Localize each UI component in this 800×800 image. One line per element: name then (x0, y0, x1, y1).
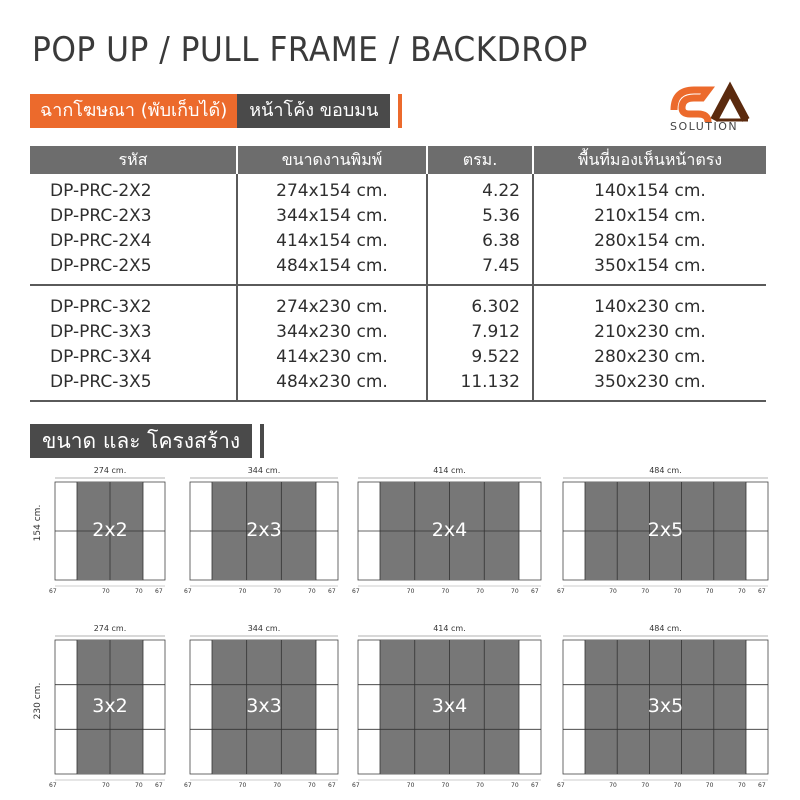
width-label: 274 cm. (93, 466, 127, 475)
diagram-label: 3x4 (431, 695, 468, 717)
cell-size: 414x230 cm. (237, 344, 427, 369)
segment-label-panel: 70 (102, 588, 110, 595)
segment-label-side: 67 (758, 782, 766, 789)
segment-label-panel: 70 (135, 782, 143, 789)
diagram-2x4 (338, 466, 561, 604)
section-title-label: ขนาด และ โครงสร้าง (30, 424, 252, 458)
segment-label-side: 67 (531, 782, 539, 789)
segment-label-panel: 70 (641, 588, 650, 595)
segment-label-panel: 70 (308, 782, 316, 789)
segment-label-panel: 70 (705, 588, 714, 595)
segment-label-panel: 70 (406, 588, 415, 595)
cell-code: DP-PRC-3X4 (30, 344, 237, 369)
segment-label-panel: 70 (273, 782, 281, 789)
table-row (30, 319, 766, 344)
cell-size: 414x154 cm. (237, 228, 427, 253)
cell-front: 280x230 cm. (594, 346, 706, 367)
segment-label-side: 67 (352, 588, 360, 595)
cell-size: 344x230 cm. (237, 319, 427, 344)
width-label: 414 cm. (433, 466, 466, 475)
table-row (30, 344, 766, 369)
cell-front: 350x230 cm. (533, 369, 766, 401)
diagram-label: 3x2 (92, 695, 128, 717)
header-front-area: พื้นที่มองเห็นหน้าตรง (533, 146, 766, 174)
segment-label-side: 67 (49, 782, 57, 789)
segment-label-side: 67 (184, 782, 192, 789)
segment-label-panel: 70 (738, 782, 746, 789)
logo-text: SOLUTION (670, 120, 739, 133)
segment-label-side: 67 (328, 782, 336, 789)
cell-sqm: 6.38 (427, 228, 533, 253)
segment-label-side: 67 (155, 588, 163, 595)
table-row (30, 369, 766, 401)
cell-front: 350x154 cm. (533, 253, 766, 285)
header-sqm: ตรม. (427, 146, 533, 174)
diagram-2x5 (543, 466, 788, 604)
segment-label-panel: 70 (738, 588, 746, 595)
cell-code: DP-PRC-2X2 (30, 174, 237, 203)
segment-label-side: 67 (758, 588, 766, 595)
diagram-label: 2x3 (246, 519, 282, 541)
segment-label-panel: 70 (641, 782, 650, 789)
width-label: 344 cm. (247, 624, 281, 633)
segment-label-panel: 70 (441, 782, 450, 789)
cell-code: DP-PRC-3X5 (30, 369, 237, 401)
cell-sqm: 11.132 (427, 369, 533, 401)
segment-label-panel: 70 (705, 782, 714, 789)
diagram-label: 3x3 (246, 695, 282, 717)
spec-table (30, 146, 766, 402)
segment-label-side: 67 (531, 588, 539, 595)
diagram-label: 3x5 (647, 695, 684, 717)
segment-label-panel: 70 (135, 588, 143, 595)
width-label: 414 cm. (433, 624, 466, 633)
section-title-accent (260, 424, 264, 458)
width-label: 484 cm. (649, 466, 682, 475)
subheader-dark-label: หน้าโค้ง ขอบมน (237, 94, 390, 128)
segment-label-side: 67 (557, 782, 565, 789)
subheader-bar (30, 94, 402, 128)
diagram-label: 2x5 (647, 519, 684, 541)
cell-front: 140x154 cm. (594, 180, 706, 201)
cell-size: 274x154 cm. (237, 174, 427, 203)
subheader-orange-label: ฉากโฆษณา (พับเก็บได้) (30, 94, 237, 128)
cell-size: 484x230 cm. (237, 369, 427, 401)
cell-sqm: 7.912 (427, 319, 533, 344)
table-row (30, 285, 766, 319)
segment-label-panel: 70 (511, 782, 519, 789)
segment-label-panel: 70 (673, 782, 682, 789)
diagram-label: 2x4 (431, 519, 468, 541)
cell-sqm: 6.302 (427, 285, 533, 319)
table-row (30, 228, 766, 253)
segment-label-panel: 70 (406, 782, 415, 789)
diagram-2x3 (170, 466, 358, 604)
segment-label-panel: 70 (102, 782, 110, 789)
diagram-3x4 (338, 624, 561, 798)
table-row (30, 203, 766, 228)
header-print-size: ขนาดงานพิมพ์ (237, 146, 427, 174)
height-label-154: 154 cm. (33, 504, 43, 542)
height-label-230: 230 cm. (33, 682, 43, 720)
segment-label-panel: 70 (476, 782, 484, 789)
cell-size: 484x154 cm. (237, 253, 427, 285)
cell-front: 140x230 cm. (594, 296, 706, 317)
cell-code: DP-PRC-2X3 (30, 203, 237, 228)
width-label: 344 cm. (247, 466, 281, 475)
cell-sqm: 9.522 (427, 344, 533, 369)
table-row (30, 174, 766, 203)
segment-label-side: 67 (352, 782, 360, 789)
cell-sqm: 7.45 (427, 253, 533, 285)
segment-label-panel: 70 (273, 588, 281, 595)
diagram-3x2 (35, 624, 185, 798)
width-label: 274 cm. (93, 624, 127, 633)
diagram-3x5 (543, 624, 788, 798)
segment-label-side: 67 (184, 588, 192, 595)
cell-size: 344x154 cm. (237, 203, 427, 228)
diagram-label: 2x2 (92, 519, 128, 541)
segment-label-panel: 70 (238, 782, 247, 789)
page-title: POP UP / PULL FRAME / BACKDROP (32, 30, 588, 70)
cell-size: 274x230 cm. (237, 285, 427, 319)
segment-label-panel: 70 (673, 588, 682, 595)
cell-code: DP-PRC-2X5 (30, 253, 237, 285)
cell-code: DP-PRC-2X4 (30, 228, 237, 253)
cell-sqm: 5.36 (427, 203, 533, 228)
segment-label-side: 67 (49, 588, 57, 595)
cell-front: 210x154 cm. (594, 205, 706, 226)
segment-label-panel: 70 (441, 588, 450, 595)
segment-label-side: 67 (155, 782, 163, 789)
cell-sqm: 4.22 (427, 174, 533, 203)
segment-label-side: 67 (557, 588, 565, 595)
cell-front: 210x230 cm. (594, 321, 706, 342)
diagram-3x3 (170, 624, 358, 798)
segment-label-panel: 70 (476, 588, 484, 595)
cell-code: DP-PRC-3X3 (30, 319, 237, 344)
segment-label-panel: 70 (511, 588, 519, 595)
table-header-row (30, 146, 766, 174)
segment-label-panel: 70 (609, 588, 617, 595)
subheader-accent (398, 94, 402, 128)
segment-label-panel: 70 (308, 588, 316, 595)
cell-code: DP-PRC-3X2 (30, 285, 237, 319)
segment-label-panel: 70 (238, 588, 247, 595)
segment-label-panel: 70 (609, 782, 617, 789)
section-title (30, 424, 264, 458)
diagram-2x2 (35, 466, 185, 604)
cell-front: 280x154 cm. (594, 230, 706, 251)
width-label: 484 cm. (649, 624, 682, 633)
header-code: รหัส (30, 146, 237, 174)
segment-label-side: 67 (328, 588, 336, 595)
table-row (30, 253, 766, 285)
